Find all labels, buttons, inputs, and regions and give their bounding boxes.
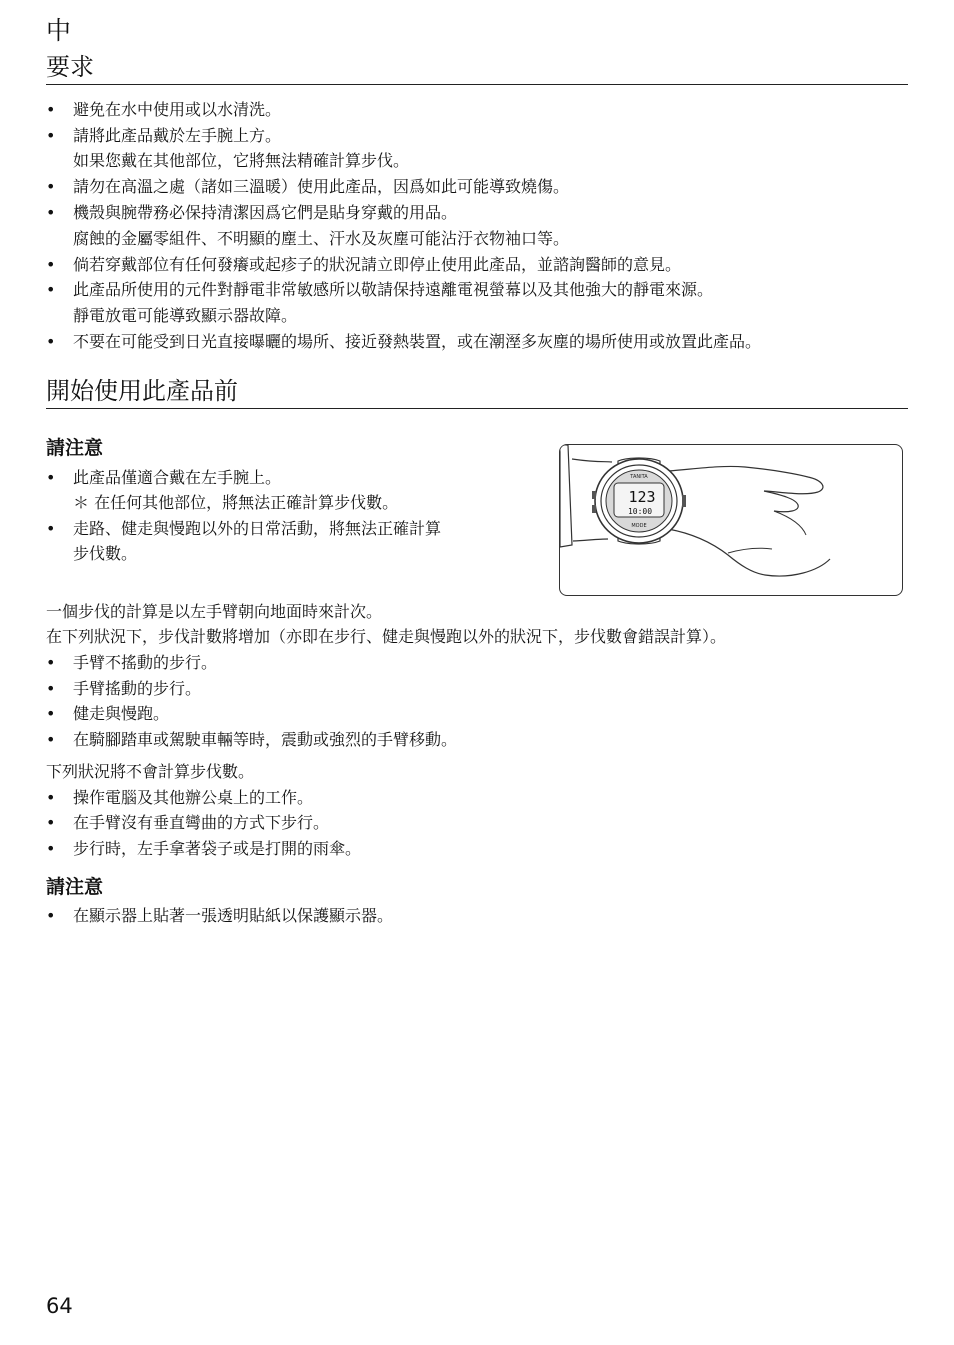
bullet: •	[46, 332, 56, 351]
increase-item: 健走與慢跑。	[73, 704, 170, 723]
notice-item-2: 走路、健走與慢跑以外的日常活動，將無法正確計算	[73, 519, 442, 538]
no-count-intro: 下列狀況將不會計算步伐數。	[46, 762, 255, 781]
watch-time-value: 10:00	[627, 507, 653, 516]
notice-heading: 請注意	[46, 876, 104, 898]
requirement-item-1: 避免在水中使用或以水清洗。	[73, 100, 282, 119]
requirement-item-7: 不要在可能受到日光直接曝曬的場所、接近發熱裝置，或在潮溼多灰塵的場所使用或放置此產品。	[73, 332, 762, 351]
watch-brand-label: TANITA	[630, 474, 648, 480]
requirement-item-3: 請勿在高溫之處（諸如三溫暖）使用此產品，因爲如此可能導致燒傷。	[73, 177, 570, 196]
bullet: •	[46, 100, 56, 119]
bullet: •	[46, 177, 56, 196]
section-heading-requirements: 要求	[46, 53, 94, 81]
requirement-item-6: 此產品所使用的元件對靜電非常敏感所以敬請保持遠離電視螢幕以及其他強大的靜電來源。	[73, 280, 714, 299]
bullet: •	[46, 519, 56, 538]
watch-mode-label: MODE	[631, 523, 647, 529]
page-number: 64	[46, 1294, 73, 1318]
requirement-item-2: 請將此產品戴於左手腕上方。	[73, 126, 282, 145]
bullet: •	[46, 906, 56, 925]
bullet: •	[46, 839, 56, 858]
bullet: •	[46, 468, 56, 487]
requirement-item-2-detail: 如果您戴在其他部位，它將無法精確計算步伐。	[73, 151, 410, 170]
section-heading-before-use: 開始使用此產品前	[46, 377, 238, 405]
bullet: •	[46, 704, 56, 723]
notice-item-sticker: 在顯示器上貼著一張透明貼紙以保護顯示器。	[73, 906, 394, 925]
increase-item: 手臂搖動的步行。	[73, 679, 202, 698]
requirement-item-4-detail: 腐蝕的金屬零組件、不明顯的塵土、汗水及灰塵可能沾汙衣物袖口等。	[73, 229, 570, 248]
no-count-item: 操作電腦及其他辦公桌上的工作。	[73, 788, 314, 807]
step-count-explanation: 一個步伐的計算是以左手臂朝向地面時來計次。	[46, 602, 383, 621]
bullet: •	[46, 280, 56, 299]
requirement-item-5: 倘若穿戴部位有任何發癢或起疹子的狀況請立即停止使用此產品，並諮詢醫師的意見。	[73, 255, 682, 274]
requirement-item-4: 機殼與腕帶務必保持清潔因爲它們是貼身穿戴的用品。	[73, 203, 458, 222]
bullet: •	[46, 126, 56, 145]
requirement-item-6-detail: 靜電放電可能導致顯示器故障。	[73, 306, 298, 325]
bullet: •	[46, 730, 56, 749]
bullet: •	[46, 813, 56, 832]
language-mark: 中	[46, 16, 72, 45]
no-count-item: 在手臂沒有垂直彎曲的方式下步行。	[73, 813, 330, 832]
notice-item-1: 此產品僅適合戴在左手腕上。	[73, 468, 282, 487]
increase-item: 手臂不搖動的步行。	[73, 653, 218, 672]
bullet: •	[46, 679, 56, 698]
notice-heading: 請注意	[46, 437, 104, 459]
bullet: •	[46, 255, 56, 274]
increase-item: 在騎腳踏車或駕駛車輛等時，震動或強烈的手臂移動。	[73, 730, 458, 749]
notice-item-1-detail: ＊ 在任何其他部位，將無法正確計算步伐數。	[73, 493, 399, 512]
no-count-item: 步行時，左手拿著袋子或是打開的雨傘。	[73, 839, 362, 858]
heading-rule	[46, 84, 908, 85]
bullet: •	[46, 653, 56, 672]
wrist-watch-drawing	[560, 445, 903, 596]
step-count-increase-intro: 在下列狀況下，步伐計數將增加（亦即在步行、健走與慢跑以外的狀況下，步伐數會錯誤計算）。	[46, 627, 727, 646]
bullet: •	[46, 203, 56, 222]
bullet: •	[46, 788, 56, 807]
heading-rule	[46, 408, 908, 409]
watch-display-value: 123	[628, 488, 656, 506]
wrist-watch-illustration	[559, 444, 903, 596]
notice-item-2-cont: 步伐數。	[73, 544, 138, 563]
